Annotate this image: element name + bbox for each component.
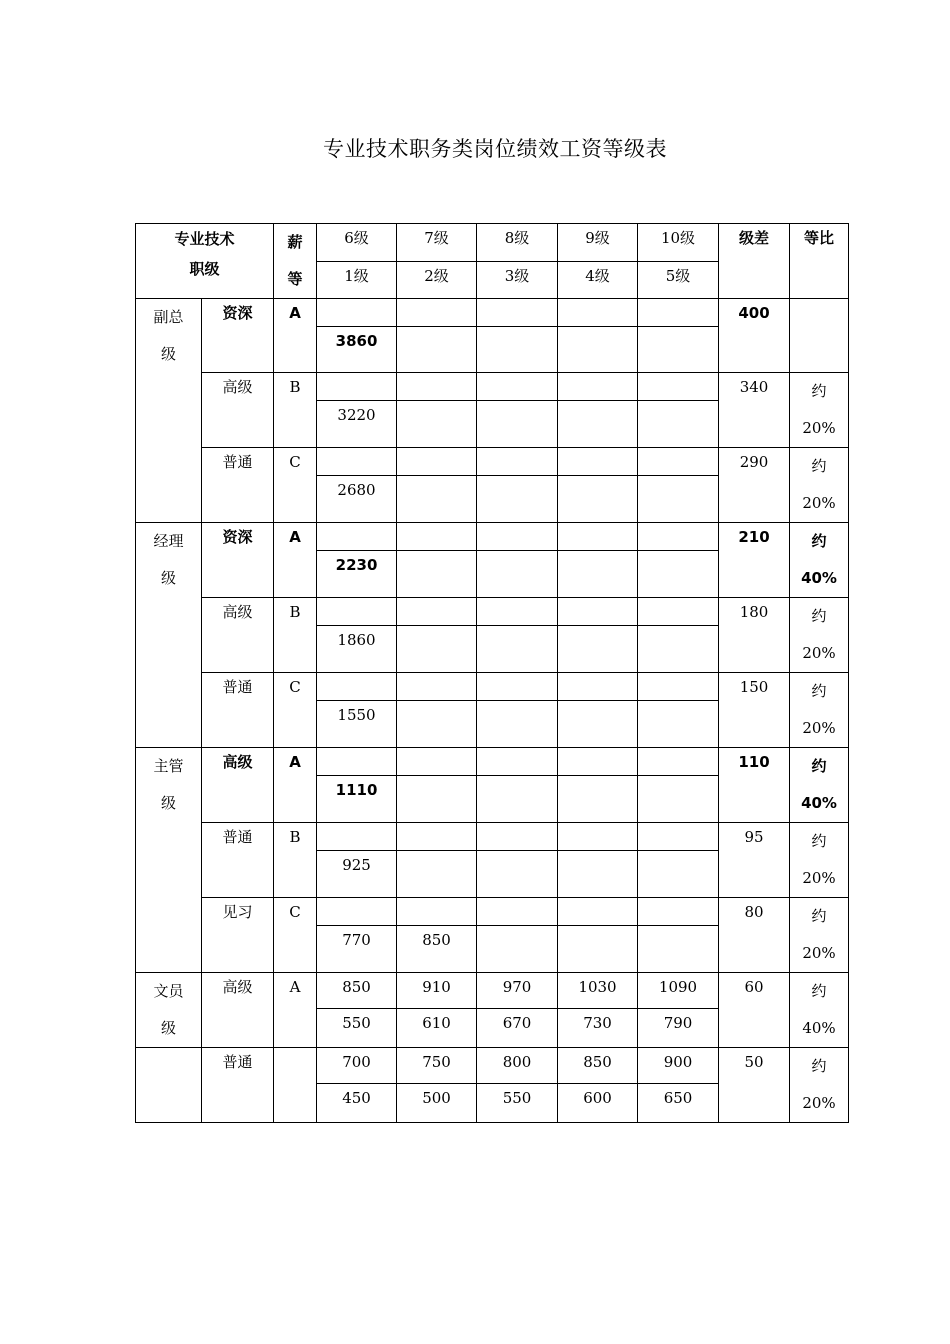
level-cell [558,327,638,373]
level-cell [638,476,719,523]
row-label: 普通 [202,1048,274,1123]
row-grade: C [274,448,317,523]
level-cell [397,748,477,776]
level-cell [477,448,558,476]
level-cell [397,898,477,926]
rank-group-name [136,299,202,523]
level-cell [477,701,558,748]
header-level-bottom: 5级 [638,262,719,299]
row-ratio-line1: 约 [811,982,827,1000]
level-cell [397,299,477,327]
header-row [136,224,849,262]
row-ratio-line2: 20% [802,644,836,662]
level-cell: 790 [638,1008,719,1047]
row-ratio [790,373,849,448]
level-cell: 3860 [317,327,397,373]
row-grade: A [274,299,317,373]
level-cell [558,898,638,926]
table-row [136,1048,849,1084]
row-label: 普通 [202,673,274,748]
row-ratio-line2: 40% [801,794,837,812]
level-cell [477,626,558,673]
level-cell [638,448,719,476]
level-cell [638,748,719,776]
level-cell [477,898,558,926]
table-row [136,299,849,327]
row-ratio [790,1048,849,1123]
row-diff: 110 [719,748,790,823]
level-cell [397,823,477,851]
row-ratio-line1: 约 [811,682,827,700]
level-cell [558,776,638,823]
header-rank-line2: 职级 [189,260,220,278]
level-cell [558,448,638,476]
rank-group-name-line1: 经理 [153,532,184,550]
level-cell: 1550 [317,701,397,748]
row-ratio [790,299,849,373]
level-cell: 670 [477,1008,558,1047]
row-ratio-line1: 约 [811,532,827,550]
header-level-bottom: 4级 [558,262,638,299]
row-label: 高级 [202,748,274,823]
rank-group-name-line2: 级 [160,794,176,812]
row-grade: C [274,898,317,973]
header-grade-line2: 等 [287,270,303,288]
level-cell [397,551,477,598]
row-diff: 95 [719,823,790,898]
level-cell [477,476,558,523]
level-cell [317,748,397,776]
level-cell [397,373,477,401]
level-cell: 1030 [558,973,638,1009]
level-cell [638,598,719,626]
level-cell [558,523,638,551]
level-cell: 3220 [317,401,397,448]
level-cell: 500 [397,1083,477,1122]
level-cell: 770 [317,926,397,973]
level-cell [558,748,638,776]
row-ratio-line2: 40% [801,569,837,587]
row-label: 见习 [202,898,274,973]
table-row [136,448,849,476]
row-ratio-line2: 20% [802,494,836,512]
header-level-top: 8级 [477,224,558,262]
level-cell: 1110 [317,776,397,823]
header-level-top: 6级 [317,224,397,262]
row-grade: A [274,973,317,1048]
row-ratio [790,448,849,523]
row-grade [274,1048,317,1123]
level-cell: 925 [317,851,397,898]
salary-grade-table [135,223,849,1123]
row-ratio [790,598,849,673]
table-body [136,224,849,1123]
rank-group-name [136,1048,202,1123]
level-cell [317,299,397,327]
level-cell [558,401,638,448]
page-title: 专业技术职务类岗位绩效工资等级表 [323,137,667,161]
level-cell [397,327,477,373]
header-rank [136,224,274,299]
level-cell [558,823,638,851]
level-cell [638,673,719,701]
level-cell [558,476,638,523]
rank-group-name-line1: 文员 [153,982,184,1000]
level-cell [317,898,397,926]
header-level-top: 7级 [397,224,477,262]
level-cell [558,626,638,673]
level-cell [317,448,397,476]
table-row [136,598,849,626]
level-cell [317,673,397,701]
level-cell [477,776,558,823]
level-cell: 450 [317,1083,397,1122]
level-cell: 600 [558,1083,638,1122]
level-cell [638,926,719,973]
level-cell [397,701,477,748]
level-cell: 900 [638,1048,719,1084]
table-row [136,673,849,701]
level-cell [638,898,719,926]
row-ratio-line2: 20% [802,419,836,437]
row-ratio-line1: 约 [811,757,827,775]
row-diff: 50 [719,1048,790,1123]
header-rank-line1: 专业技术 [174,230,235,248]
row-diff: 340 [719,373,790,448]
level-cell [638,523,719,551]
header-level-bottom: 1级 [317,262,397,299]
row-ratio [790,898,849,973]
rank-group-name-line1: 主管 [153,757,184,775]
header-grade [274,224,317,299]
level-cell [558,851,638,898]
level-cell: 850 [397,926,477,973]
level-cell [477,926,558,973]
row-grade: A [274,523,317,598]
level-cell [558,926,638,973]
level-cell [317,523,397,551]
table-row [136,898,849,926]
level-cell: 550 [477,1083,558,1122]
level-cell [397,448,477,476]
level-cell: 750 [397,1048,477,1084]
row-ratio-line1: 约 [811,832,827,850]
level-cell [397,851,477,898]
header-level-bottom: 2级 [397,262,477,299]
level-cell [397,523,477,551]
row-diff: 180 [719,598,790,673]
level-cell [397,476,477,523]
table-row [136,973,849,1009]
level-cell: 2680 [317,476,397,523]
level-cell [317,373,397,401]
row-ratio-line1: 约 [811,457,827,475]
level-cell [397,401,477,448]
level-cell [317,823,397,851]
row-ratio-line2: 20% [802,869,836,887]
level-cell [477,598,558,626]
level-cell [477,299,558,327]
level-cell [397,776,477,823]
header-diff: 级差 [719,224,790,299]
level-cell: 650 [638,1083,719,1122]
row-ratio [790,823,849,898]
row-diff: 290 [719,448,790,523]
level-cell [477,851,558,898]
level-cell [477,673,558,701]
header-level-top: 10级 [638,224,719,262]
rank-group-name [136,523,202,748]
table-row [136,373,849,401]
row-label: 资深 [202,523,274,598]
row-grade: B [274,598,317,673]
row-ratio [790,673,849,748]
rank-group-name-line2: 级 [160,1019,176,1037]
rank-group-name-line2: 级 [160,569,176,587]
level-cell: 550 [317,1008,397,1047]
level-cell: 1860 [317,626,397,673]
row-diff: 60 [719,973,790,1048]
level-cell: 700 [317,1048,397,1084]
level-cell: 1090 [638,973,719,1009]
rank-group-name-line2: 级 [160,345,176,363]
row-ratio [790,748,849,823]
level-cell [317,598,397,626]
level-cell [638,823,719,851]
level-cell [477,373,558,401]
level-cell [638,776,719,823]
row-diff: 80 [719,898,790,973]
row-label: 资深 [202,299,274,373]
row-grade: A [274,748,317,823]
rank-group-name [136,973,202,1048]
row-diff: 210 [719,523,790,598]
level-cell: 850 [317,973,397,1009]
row-grade: B [274,373,317,448]
level-cell [638,701,719,748]
level-cell [638,327,719,373]
level-cell [558,598,638,626]
rank-group-name [136,748,202,973]
row-ratio [790,973,849,1048]
row-label: 普通 [202,448,274,523]
level-cell [477,823,558,851]
level-cell [558,673,638,701]
level-cell [397,626,477,673]
table-row [136,748,849,776]
row-diff: 150 [719,673,790,748]
row-ratio-line2: 40% [802,1019,836,1037]
row-grade: B [274,823,317,898]
header-ratio: 等比 [790,224,849,299]
row-ratio-line2: 20% [802,1094,836,1112]
header-level-top: 9级 [558,224,638,262]
level-cell [558,551,638,598]
rank-group-name-line1: 副总 [153,308,184,326]
level-cell [638,851,719,898]
level-cell [397,598,477,626]
level-cell [477,401,558,448]
level-cell [558,373,638,401]
table-row [136,823,849,851]
row-label: 普通 [202,823,274,898]
level-cell [477,327,558,373]
row-diff: 400 [719,299,790,373]
row-label: 高级 [202,598,274,673]
level-cell [477,551,558,598]
row-ratio-line2: 20% [802,944,836,962]
row-ratio-line1: 约 [811,607,827,625]
level-cell: 730 [558,1008,638,1047]
level-cell [638,299,719,327]
header-level-bottom: 3级 [477,262,558,299]
row-label: 高级 [202,973,274,1048]
row-ratio-line1: 约 [811,382,827,400]
row-ratio-line1: 约 [811,907,827,925]
row-grade: C [274,673,317,748]
level-cell: 970 [477,973,558,1009]
level-cell [558,701,638,748]
level-cell [638,373,719,401]
level-cell [477,748,558,776]
level-cell [558,299,638,327]
level-cell: 800 [477,1048,558,1084]
level-cell [397,673,477,701]
table-row [136,523,849,551]
level-cell [638,551,719,598]
row-ratio [790,523,849,598]
row-ratio-line1: 约 [811,1057,827,1075]
level-cell: 910 [397,973,477,1009]
level-cell: 610 [397,1008,477,1047]
level-cell: 2230 [317,551,397,598]
level-cell [638,626,719,673]
row-label: 高级 [202,373,274,448]
row-ratio-line2: 20% [802,719,836,737]
level-cell [477,523,558,551]
header-grade-line1: 薪 [287,233,303,251]
level-cell: 850 [558,1048,638,1084]
level-cell [638,401,719,448]
